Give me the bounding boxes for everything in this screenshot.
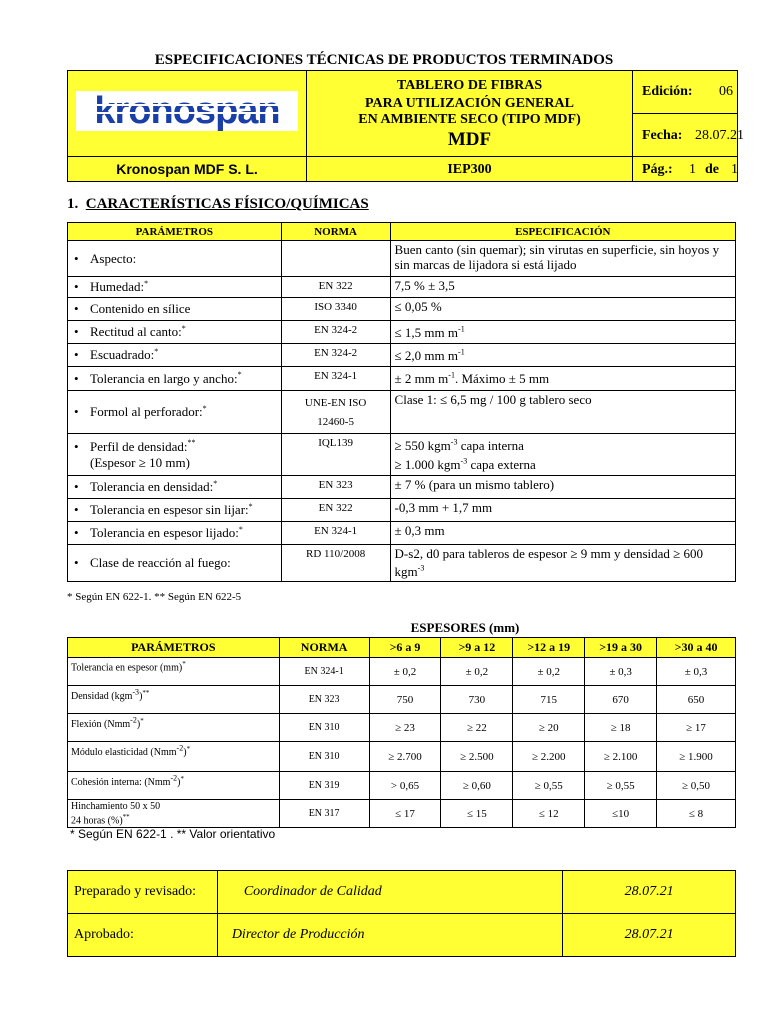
norma-cell: UNE-EN ISO 12460-5 [281,391,390,434]
param-cell: • Perfil de densidad:** (Espesor ≥ 10 mm) [68,434,282,476]
header-especificacion: ESPECIFICACIÓN [390,223,735,241]
page-total: 1 [731,162,738,177]
value-cell: ≥ 2.200 [513,742,585,772]
norma-cell: EN 324-1 [279,658,369,686]
value-cell: 715 [513,686,585,714]
param-cell: Hinchamiento 50 x 50 24 horas (%)** [68,800,280,828]
edicion-value: 06 [719,84,733,99]
value-cell: ≥ 17 [657,714,736,742]
spec-cell: -0,3 mm + 1,7 mm [390,499,735,522]
spec-cell: ≤ 0,05 % [390,298,735,321]
value-cell: ≥ 1.900 [657,742,736,772]
param-cell [68,241,282,277]
table-row [68,714,736,742]
value-cell: 670 [585,686,657,714]
norma-cell [281,241,390,277]
product-name: MDF [447,129,492,150]
norma-cell: EN 323 [279,686,369,714]
param-cell: • Escuadrado:* [68,344,282,367]
section-number: 1. [67,196,79,212]
value-cell: ≤10 [585,800,657,828]
param-cell [68,298,282,321]
norma-cell: EN 322 [281,277,390,298]
value-cell: ± 0,2 [369,658,441,686]
param-label: • Perfil de densidad: [72,439,187,454]
page-number: 1 [689,162,696,177]
param-label: • Contenido en sílice [72,301,190,316]
value-cell: 650 [657,686,736,714]
value-cell: ≥ 0,55 [513,772,585,800]
param-label: • Clase de reacción al fuego: [72,555,231,570]
norma-cell: EN 324-2 [281,344,390,367]
characteristics-table [67,222,736,582]
value-cell: ± 0,2 [513,658,585,686]
param-cell [68,545,282,582]
param-cell: Tolerancia en espesor (mm)* [68,658,280,686]
page-of: de [705,162,719,177]
value-cell: > 0,65 [369,772,441,800]
param-label: • Tolerancia en densidad: [72,479,213,494]
header-cell: >9 a 12 [441,638,513,658]
value-cell: ± 0,3 [657,658,736,686]
param-cell: Densidad (kgm$^{-3}$)** [68,686,280,714]
spec-cell: ≤ 2,0 mm $m^{-1}$ [390,344,735,367]
value-cell: ≥ 0,60 [441,772,513,800]
param-label: • Escuadrado: [72,347,154,362]
norma-cell: EN 324-1 [281,522,390,545]
value-cell: ≤ 8 [657,800,736,828]
param-label: • Tolerancia en largo y ancho: [72,371,238,386]
table-row [68,298,736,321]
value-cell: ≥ 18 [585,714,657,742]
product-line-3: EN AMBIENTE SECO (TIPO MDF) [358,112,581,127]
param-cell: • Humedad:* [68,277,282,298]
table-row [68,241,736,277]
value-cell: ± 0,3 [585,658,657,686]
param-label: • Humedad: [72,279,144,294]
spec-cell: ≤ 1,5 mm $m^{-1}$ [390,321,735,344]
value-cell: 750 [369,686,441,714]
param-sublabel: (Espesor ≥ 10 mm) [90,454,190,470]
param-cell: Cohesión interna: (Nmm$^{-2}$)* [68,772,280,800]
param-label: • Aspecto: [72,251,136,266]
svg-text:kronospan: kronospan [94,91,280,131]
header-parametros: PARÁMETROS [68,223,282,241]
value-cell: ≥ 0,55 [585,772,657,800]
table-row [68,772,736,800]
company-name: Kronospan MDF S. L. [116,161,258,177]
spec-cell: Buen canto (sin quemar); sin virutas en superficie, sin hoyos y sin marcas de lijadora si está lijado [390,241,735,277]
fecha-cell [632,113,744,157]
norma-cell: EN 324-2 [281,321,390,344]
header-cell: NORMA [279,638,369,658]
param-cell: • Rectitud al canto:* [68,321,282,344]
table1-footnote: * Según EN 622-1. ** Según EN 622-5 [67,591,242,603]
param-cell: • Tolerancia en espesor lijado:* [68,522,282,545]
spec-cell: Clase 1: ≤ 6,5 mg / 100 g tablero seco [390,391,735,434]
norma-cell: ISO 3340 [281,298,390,321]
spec-cell: 7,5 % ± 3,5 [390,277,735,298]
table-row [68,391,736,434]
product-line-1: TABLERO DE FIBRAS [396,78,543,93]
param-cell: • Tolerancia en densidad:* [68,476,282,499]
table-row [68,476,736,499]
value-cell: ≥ 0,50 [657,772,736,800]
spec-cell: ± 0,3 mm [390,522,735,545]
table-row [68,321,736,344]
espesores-title: ESPESORES (mm) [410,620,520,635]
spec-cell: ≥ 550 kgm$^{-3}$ capa interna ≥ 1.000 kgm$^{-3}$ capa externa [390,434,735,476]
espesores-table [67,637,736,828]
table2-footnote: * Según EN 622-1 . ** Valor orientativo [70,827,276,841]
norma-cell: EN 319 [279,772,369,800]
document-code: IEP300 [447,162,492,177]
signature-row [68,871,736,914]
logo-cell [67,70,307,157]
table-row [68,277,736,298]
param-label: • Rectitud al canto: [72,324,182,339]
spec-cell: D-s2, d0 para tableros de espesor ≥ 9 mm y densidad ≥ 600 kgm$^{-3}$ [390,545,735,582]
header-cell: >19 a 30 [585,638,657,658]
param-label: • Formol al perforador: [72,404,203,419]
spec-cell: ± 7 % (para un mismo tablero) [390,476,735,499]
header-cell: >30 a 40 [657,638,736,658]
table-row [68,686,736,714]
table-row [68,499,736,522]
table-row [68,344,736,367]
value-cell: ≤ 12 [513,800,585,828]
value-cell: ± 0,2 [441,658,513,686]
header-cell: >6 a 9 [369,638,441,658]
value-cell: ≥ 20 [513,714,585,742]
signature-role: Coordinador de Calidad [217,871,562,914]
edicion-label: Edición: [642,84,693,99]
spec-cell: ± 2 mm $m^{-1}$. Máximo ± 5 mm [390,367,735,391]
header-box [67,70,744,181]
value-cell: ≥ 22 [441,714,513,742]
param-label: • Tolerancia en espesor sin lijar: [72,502,249,517]
param-cell: • Formol al perforador:* [68,391,282,434]
signature-role: Director de Producción [217,914,562,957]
code-cell [306,156,633,182]
table-row [68,545,736,582]
table-row [68,800,736,828]
param-cell: Módulo elasticidad (Nmm$^{-2}$)* [68,742,280,772]
table-header-row [68,638,736,658]
table-header-row [68,223,736,241]
product-line-2: PARA UTILIZACIÓN GENERAL [365,96,574,111]
value-cell: ≥ 2.100 [585,742,657,772]
signature-date: 28.07.21 [563,871,736,914]
value-cell: ≥ 2.700 [369,742,441,772]
param-cell: • Tolerancia en espesor sin lijar:* [68,499,282,522]
table-row [68,658,736,686]
fecha-label: Fecha: [642,128,683,143]
table-row [68,367,736,391]
value-cell: ≤ 17 [369,800,441,828]
table-row [68,522,736,545]
norma-cell: EN 324-1 [281,367,390,391]
signature-row [68,914,736,957]
norma-cell: EN 317 [279,800,369,828]
page-label: Pág.: [642,162,673,177]
norma-cell: EN 310 [279,742,369,772]
signature-label: Aprobado: [68,914,218,957]
norma-cell: EN 322 [281,499,390,522]
norma-cell: EN 310 [279,714,369,742]
section-title: CARACTERÍSTICAS FÍSICO/QUÍMICAS [85,196,369,212]
header-cell: PARÁMETROS [68,638,280,658]
value-cell: ≤ 15 [441,800,513,828]
param-cell: • Tolerancia en largo y ancho:* [68,367,282,391]
param-cell: Flexión (Nmm$^{-2}$)* [68,714,280,742]
document-title: ESPECIFICACIONES TÉCNICAS DE PRODUCTOS TERMINADOS [154,52,614,68]
signature-date: 28.07.21 [563,914,736,957]
section-1-heading [67,196,369,213]
header-cell: >12 a 19 [513,638,585,658]
norma-cell: RD 110/2008 [281,545,390,582]
kronospan-logo [76,91,298,131]
value-cell: ≥ 23 [369,714,441,742]
table-row [68,434,736,476]
norma-cell: EN 323 [281,476,390,499]
company-cell [67,156,307,182]
page-cell [632,156,738,182]
signature-label: Preparado y revisado: [68,871,218,914]
fecha-value: 28.07.21 [695,128,744,143]
header-norma: NORMA [281,223,390,241]
value-cell: ≥ 2.500 [441,742,513,772]
product-cell [306,70,633,157]
norma-cell: IQL139 [281,434,390,476]
table-row [68,742,736,772]
edicion-cell [632,70,738,114]
param-label: • Tolerancia en espesor lijado: [72,525,239,540]
signature-table [67,870,736,957]
value-cell: 730 [441,686,513,714]
